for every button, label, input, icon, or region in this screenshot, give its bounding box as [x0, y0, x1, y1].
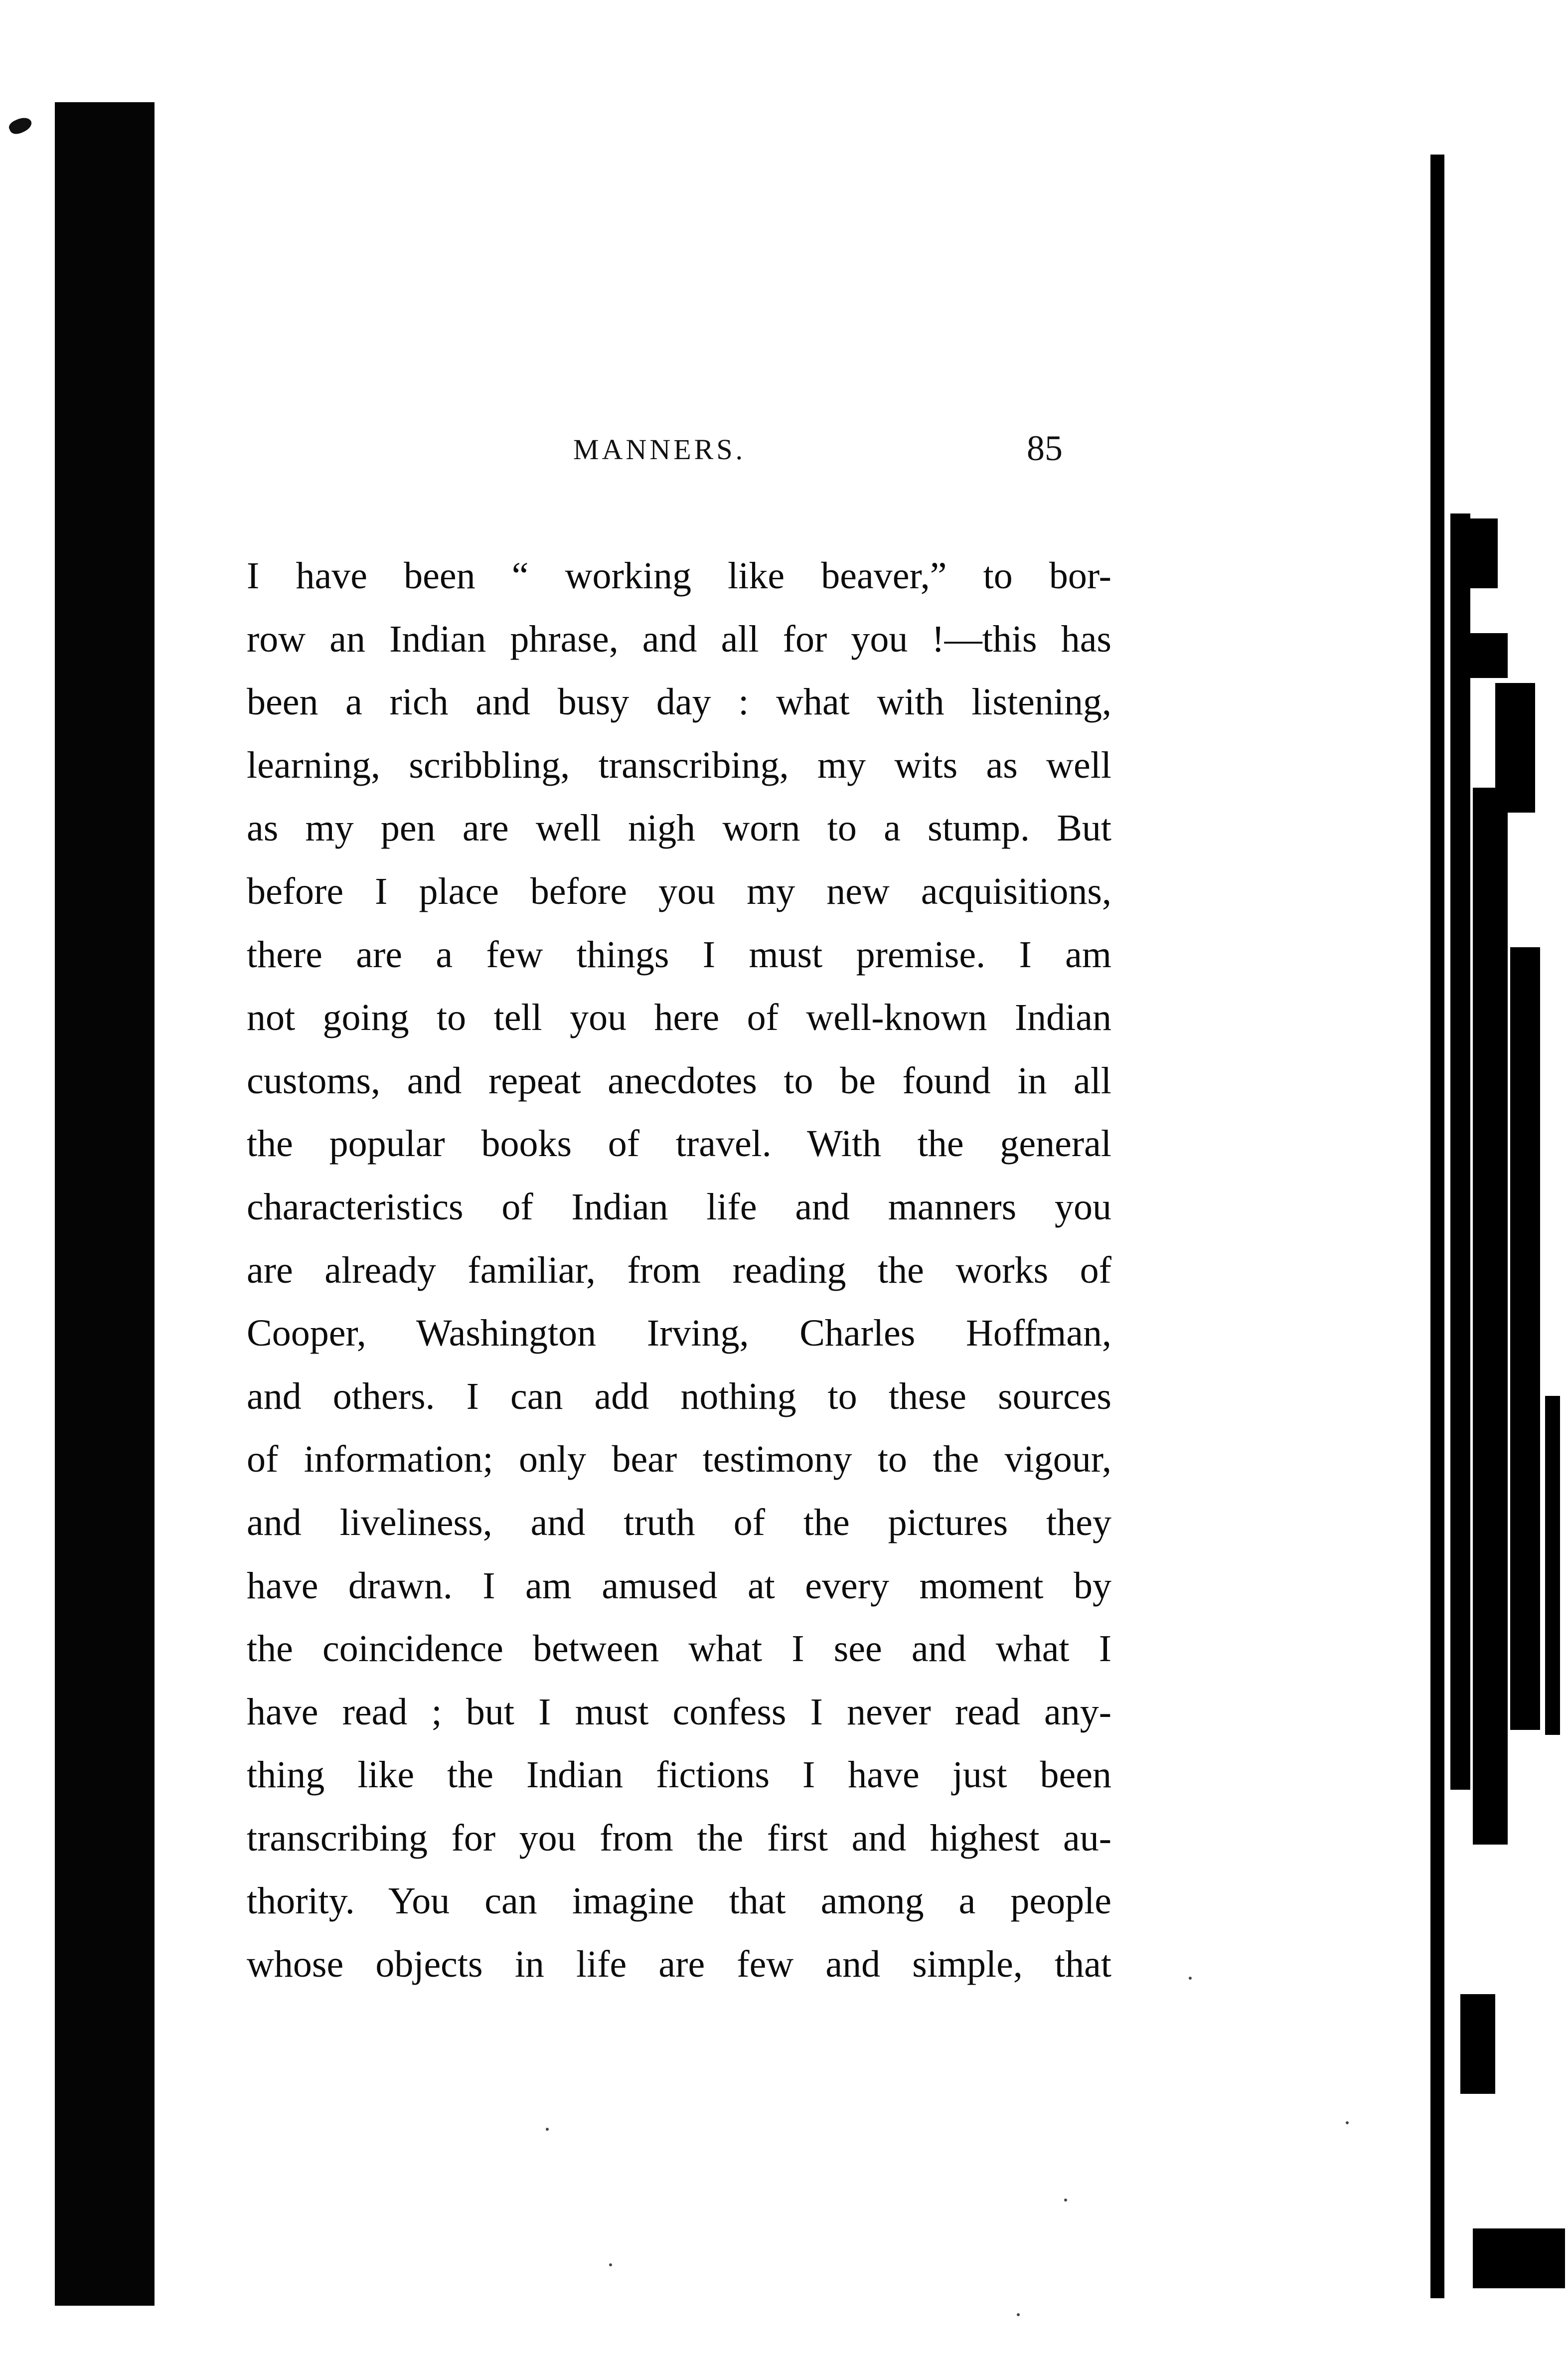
text-line: I have been “ working like beaver,” to bor-: [247, 555, 1111, 597]
ink-blot: [7, 115, 34, 137]
page-number: 85: [1027, 428, 1063, 468]
text-line: and others. I can add nothing to these sources: [247, 1375, 1111, 1417]
scan-speck: [1189, 1977, 1192, 1980]
body-text: [247, 544, 1111, 1996]
running-head: MANNERS.: [573, 433, 746, 466]
text-line: characteristics of Indian life and manners you: [247, 1186, 1111, 1228]
text-line: customs, and repeat anecdotes to be found in all: [247, 1059, 1111, 1102]
page-edge-strip: [1415, 125, 1565, 2308]
text-line: row an Indian phrase, and all for you !—this has: [247, 618, 1111, 660]
text-line: thing like the Indian fictions I have just been: [247, 1754, 1111, 1796]
scan-speck: [546, 2128, 549, 2131]
binding-edge: [55, 102, 155, 2306]
text-line: Cooper, Washington Irving, Charles Hoffman,: [247, 1312, 1111, 1355]
text-line: the popular books of travel. With the general: [247, 1123, 1111, 1165]
text-line: the coincidence between what I see and what I: [247, 1628, 1111, 1670]
text-line: been a rich and busy day : what with listening,: [247, 681, 1111, 723]
text-line: learning, scribbling, transcribing, my wits as well: [247, 744, 1111, 786]
text-line: as my pen are well nigh worn to a stump. But: [247, 807, 1111, 850]
text-line: before I place before you my new acquisitions,: [247, 870, 1111, 912]
text-line: are already familiar, from reading the works of: [247, 1249, 1111, 1291]
scan-speck: [1064, 2199, 1067, 2202]
text-line: whose objects in life are few and simple, that: [247, 1943, 1111, 1986]
text-line: thority. You can imagine that among a people: [247, 1880, 1111, 1922]
text-line: not going to tell you here of well-known Indian: [247, 997, 1111, 1039]
text-line: and liveliness, and truth of the pictures they: [247, 1501, 1111, 1543]
text-line: of information; only bear testimony to the vigour,: [247, 1438, 1111, 1481]
scan-speck: [1017, 2313, 1020, 2316]
scan-speck: [609, 2263, 612, 2266]
text-line: have drawn. I am amused at every moment by: [247, 1564, 1111, 1607]
text-line: have read ; but I must confess I never read any-: [247, 1691, 1111, 1733]
text-line: there are a few things I must premise. I am: [247, 933, 1111, 976]
text-line: transcribing for you from the first and highest au-: [247, 1817, 1111, 1859]
scan-speck: [1346, 2121, 1349, 2124]
